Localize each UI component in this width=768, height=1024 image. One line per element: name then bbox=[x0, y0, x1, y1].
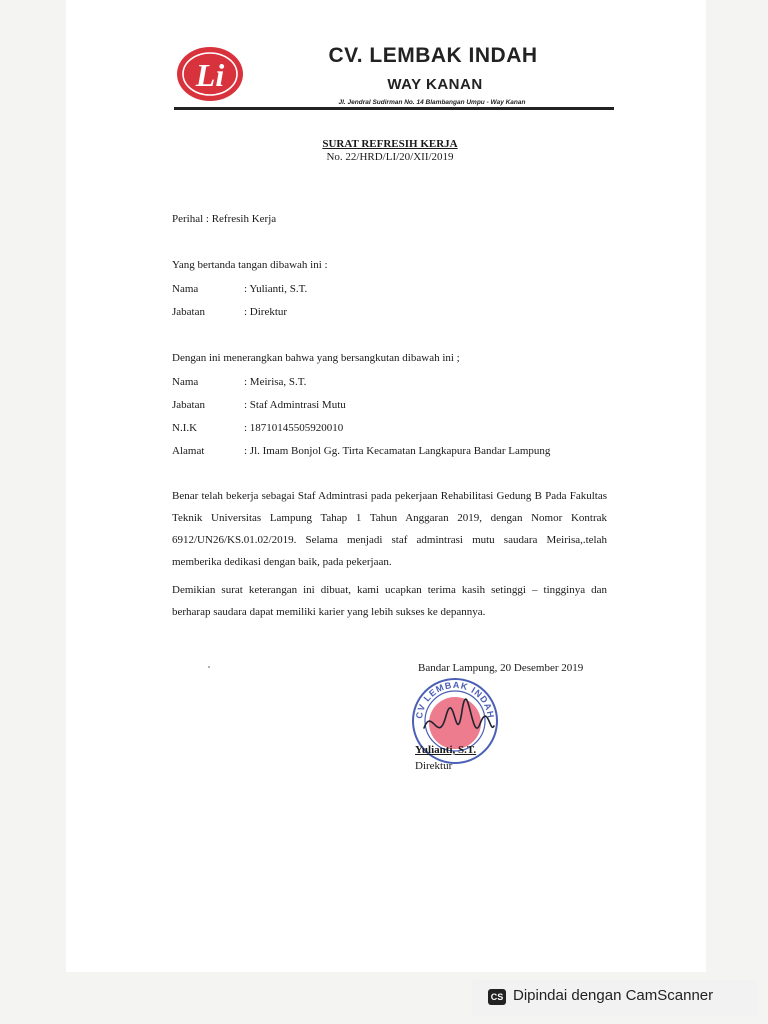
svg-text:Li: Li bbox=[195, 57, 225, 93]
signer-intro: Yang bertanda tangan dibawah ini : bbox=[172, 259, 328, 271]
employee-position-label: Jabatan bbox=[172, 399, 205, 411]
camscanner-icon: CS bbox=[488, 989, 506, 1005]
employee-intro: Dengan ini menerangkan bahwa yang bersangkutan dibawah ini ; bbox=[172, 352, 460, 364]
camscanner-label: Dipindai dengan CamScanner bbox=[513, 987, 714, 1004]
company-address: Jl. Jendral Sudirman No. 14 Blambangan Umpu - Way Kanan bbox=[338, 99, 526, 106]
employee-address-label: Alamat bbox=[172, 445, 205, 457]
svg-text:CV LEMBAK INDAH: CV LEMBAK INDAH bbox=[413, 679, 497, 720]
signer-position-value: : Direktur bbox=[244, 306, 288, 318]
employee-position-value: : Staf Admintrasi Mutu bbox=[244, 399, 346, 411]
signatory-title: Direktur bbox=[415, 760, 453, 772]
employee-name-value: : Meirisa, S.T. bbox=[244, 376, 307, 388]
employee-address-value: : Jl. Imam Bonjol Gg. Tirta Kecamatan Langkapura Bandar Lampung bbox=[244, 445, 551, 457]
header-divider bbox=[174, 107, 614, 110]
signer-name-value: : Yulianti, S.T. bbox=[244, 283, 308, 295]
letter-title: SURAT REFRESIH KERJA bbox=[322, 138, 458, 150]
body-paragraph: Benar telah bekerja sebagai Staf Admintrasi pada pekerjaan Rehabilitasi Gedung B Pada Fakultas Teknik Universitas Lampung Tahap 1 Tahun Anggaran 2019, dengan Nomor Kontrak 6912/UN26/KS.01.02/2019. Selama menjadi staf admintrasi mutu saudara Meirisa,.telah memberika dedikasi dengan baik, pada pekerjaan. bbox=[172, 490, 607, 568]
company-region: WAY KANAN bbox=[387, 76, 483, 93]
signer-position-label: Jabatan bbox=[172, 306, 205, 318]
employee-name-label: Nama bbox=[172, 376, 199, 388]
company-logo bbox=[175, 45, 245, 103]
letter-subject: Perihal : Refresih Kerja bbox=[172, 213, 277, 225]
employee-nik-value: : 18710145505920010 bbox=[244, 422, 344, 434]
employee-nik-label: N.I.K bbox=[172, 422, 198, 434]
company-name: CV. LEMBAK INDAH bbox=[328, 44, 538, 67]
letter-number: No. 22/HRD/LI/20/XII/2019 bbox=[326, 151, 454, 163]
scan-speck bbox=[208, 666, 210, 668]
place-date: Bandar Lampung, 20 Desember 2019 bbox=[418, 662, 584, 674]
signer-name-label: Nama bbox=[172, 283, 199, 295]
signatory-name: Yulianti, S.T. bbox=[415, 744, 477, 756]
closing-paragraph: Demikian surat keterangan ini dibuat, kami ucapkan terima kasih setinggi – tingginya dan berharap saudara dapat memiliki karier yang lebih sukses ke depannya. bbox=[172, 584, 607, 618]
